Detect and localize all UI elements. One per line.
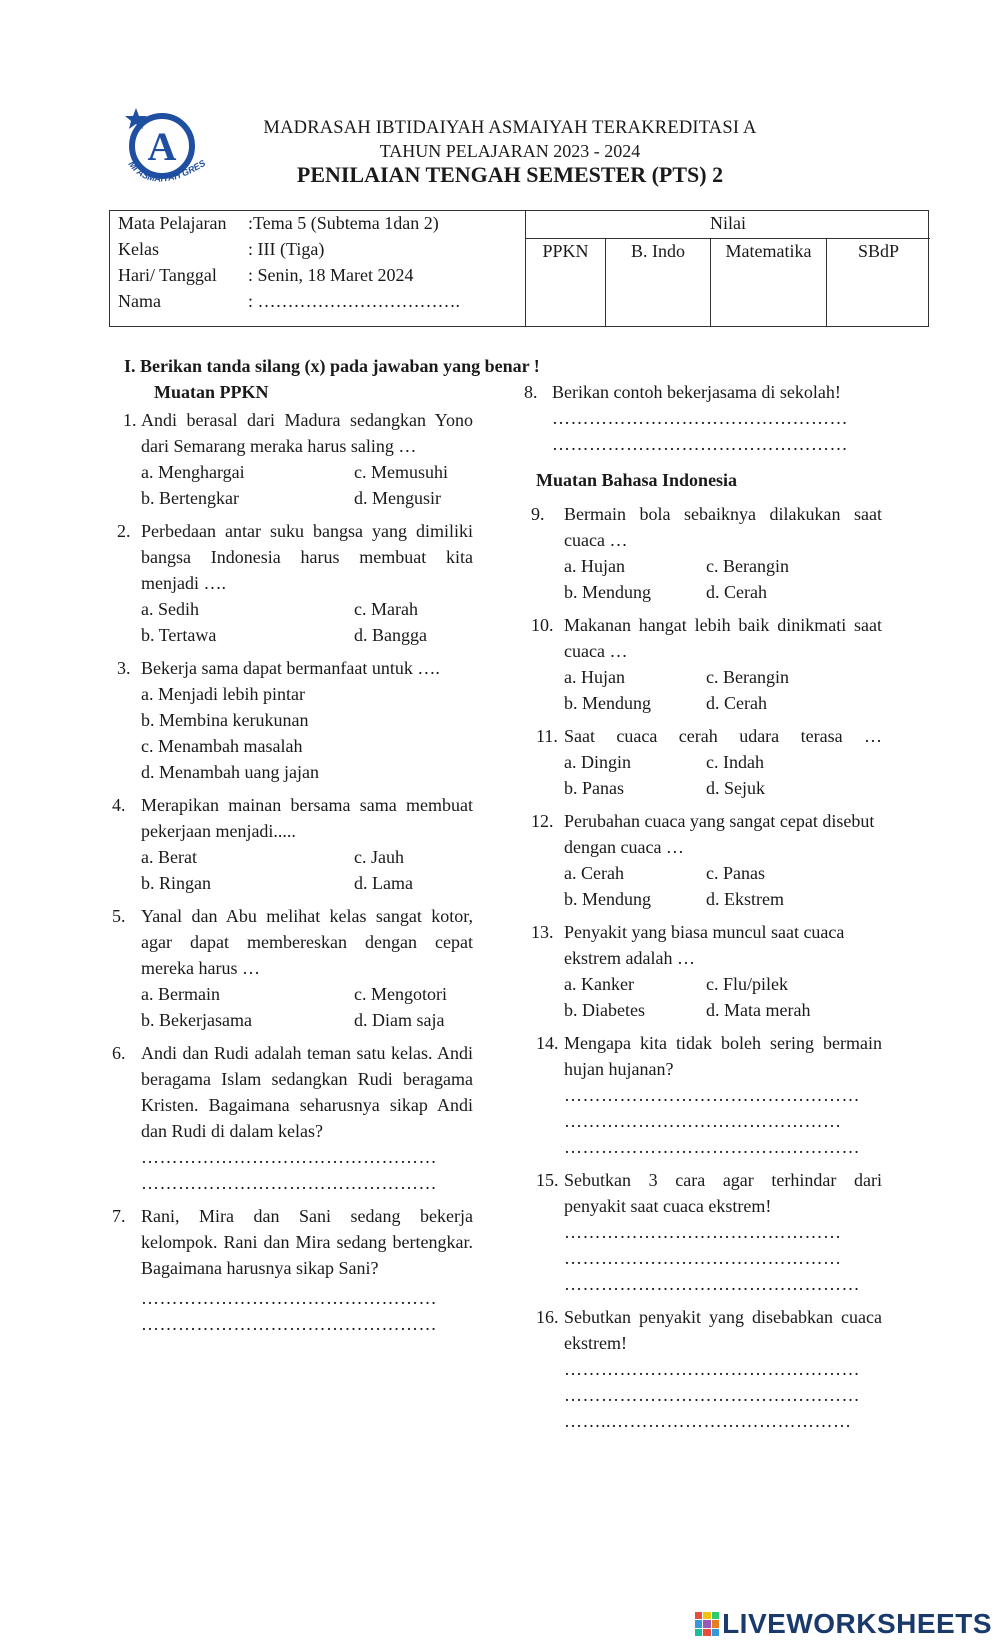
- q1-option-d[interactable]: d. Mengusir: [354, 488, 441, 508]
- q2-option-a[interactable]: a. Sedih: [141, 599, 199, 619]
- exam-title: PENILAIAN TENGAH SEMESTER (PTS) 2: [296, 162, 724, 187]
- question-4: [109, 792, 473, 896]
- q12-text: Perubahan cuaca yang sangat cepat disebut dengan cuaca …: [564, 811, 875, 857]
- class-label: Kelas: [118, 239, 159, 259]
- q12-option-d[interactable]: d. Ekstrem: [706, 889, 784, 909]
- student-info-box: [109, 210, 929, 327]
- q1-number: 1.: [123, 410, 137, 430]
- q4-option-c[interactable]: c. Jauh: [354, 847, 404, 867]
- q3-option-d[interactable]: d. Menambah uang jajan: [141, 762, 319, 782]
- q8-text: Berikan contoh bekerjasama di sekolah!: [552, 382, 841, 402]
- q14-answer-line-2[interactable]: ………………………………………: [564, 1111, 842, 1131]
- question-11: [524, 723, 882, 801]
- q11-option-a[interactable]: a. Dingin: [564, 752, 631, 772]
- q10-text: Makanan hangat lebih baik dinikmati saat cuaca …: [564, 615, 882, 661]
- q1-option-b[interactable]: b. Bertengkar: [141, 488, 239, 508]
- q6-answer-line-2[interactable]: …………………………………………: [141, 1173, 437, 1193]
- q4-option-d[interactable]: d. Lama: [354, 873, 413, 893]
- q3-option-c[interactable]: c. Menambah masalah: [141, 736, 303, 756]
- question-2: [109, 518, 473, 648]
- q11-option-d[interactable]: d. Sejuk: [706, 778, 766, 798]
- q13-option-d[interactable]: d. Mata merah: [706, 1000, 811, 1020]
- q14-text: Mengapa kita tidak boleh sering bermain hujan hujanan?: [564, 1033, 882, 1079]
- q7-answer-line-1[interactable]: …………………………………………: [141, 1288, 437, 1308]
- question-9: [524, 501, 882, 605]
- q16-text: Sebutkan penyakit yang disebabkan cuaca ekstrem!: [564, 1307, 882, 1353]
- q15-text: Sebutkan 3 cara agar terhindar dari penyakit saat cuaca ekstrem!: [564, 1170, 882, 1216]
- q2-number: 2.: [117, 521, 131, 541]
- q4-text: Merapikan mainan bersama sama membuat pekerjaan menjadi.....: [141, 795, 473, 841]
- q9-option-d[interactable]: d. Cerah: [706, 582, 767, 602]
- q3-option-b[interactable]: b. Membina kerukunan: [141, 710, 309, 730]
- question-10: [524, 612, 882, 716]
- q7-answer-line-2[interactable]: …………………………………………: [141, 1314, 437, 1334]
- q10-option-d[interactable]: d. Cerah: [706, 693, 767, 713]
- q13-option-c[interactable]: c. Flu/pilek: [706, 974, 788, 994]
- q11-option-c[interactable]: c. Indah: [706, 752, 764, 772]
- q4-option-b[interactable]: b. Ringan: [141, 873, 211, 893]
- question-5: [109, 903, 473, 1033]
- q8-answer-line-2[interactable]: …………………………………………: [552, 434, 848, 454]
- q5-text: Yanal dan Abu melihat kelas sangat kotor, agar dapat membereskan dengan cepat mereka harus …: [141, 906, 473, 978]
- q16-answer-line-2[interactable]: …………………………………………: [564, 1385, 860, 1405]
- q12-option-b[interactable]: b. Mendung: [564, 889, 651, 909]
- q3-option-a[interactable]: a. Menjadi lebih pintar: [141, 684, 305, 704]
- question-3: [109, 655, 473, 785]
- score-bindo[interactable]: B. Indo: [606, 239, 711, 327]
- q15-answer-line-3[interactable]: …………………………………………: [564, 1274, 860, 1294]
- q2-option-b[interactable]: b. Tertawa: [141, 625, 217, 645]
- liveworksheets-watermark[interactable]: [695, 1608, 992, 1640]
- q9-option-a[interactable]: a. Hujan: [564, 556, 625, 576]
- q10-option-c[interactable]: c. Berangin: [706, 667, 789, 687]
- q5-option-b[interactable]: b. Bekerjasama: [141, 1010, 252, 1030]
- subject-value: :Tema 5 (Subtema 1dan 2): [248, 213, 439, 233]
- q5-option-a[interactable]: a. Bermain: [141, 984, 220, 1004]
- q1-text: Andi berasal dari Madura sedangkan Yono dari Semarang meraka harus saling …: [141, 410, 473, 456]
- logo-letter: A: [147, 124, 177, 169]
- q11-number: 11.: [536, 726, 558, 746]
- q9-number: 9.: [531, 504, 545, 524]
- q2-option-c[interactable]: c. Marah: [354, 599, 418, 619]
- liveworksheets-text: LIVEWORKSHEETS: [722, 1608, 992, 1639]
- name-value[interactable]: : …………………………….: [248, 291, 461, 311]
- liveworksheets-logo-icon: [695, 1612, 719, 1636]
- q16-answer-line-1[interactable]: …………………………………………: [564, 1359, 860, 1379]
- q5-option-d[interactable]: d. Diam saja: [354, 1010, 445, 1030]
- q15-answer-line-2[interactable]: ………………………………………: [564, 1248, 842, 1268]
- question-13: [524, 919, 882, 1023]
- q15-answer-line-1[interactable]: ………………………………………: [564, 1222, 842, 1242]
- logo-ring-text: MI ASMAIYAH GRES: [126, 157, 208, 184]
- right-column: [524, 379, 882, 1441]
- q10-option-a[interactable]: a. Hujan: [564, 667, 625, 687]
- question-16: [524, 1304, 882, 1434]
- q3-text: Bekerja sama dapat bermanfaat untuk ….: [141, 658, 440, 678]
- question-7: [109, 1203, 473, 1337]
- q1-option-a[interactable]: a. Menghargai: [141, 462, 245, 482]
- q15-number: 15.: [536, 1170, 559, 1190]
- section-bindo: Muatan Bahasa Indonesia: [536, 470, 738, 490]
- instruction: I. Berikan tanda silang (x) pada jawaban yang benar !: [124, 356, 540, 376]
- date-value: : Senin, 18 Maret 2024: [248, 265, 414, 285]
- school-logo: [122, 106, 222, 194]
- section-ppkn: Muatan PPKN: [154, 382, 269, 402]
- q16-answer-line-3[interactable]: ……..…………………………………: [564, 1411, 852, 1431]
- q9-option-b[interactable]: b. Mendung: [564, 582, 651, 602]
- score-sbdp[interactable]: SBdP: [857, 241, 900, 261]
- q13-text: Penyakit yang biasa muncul saat cuaca ekstrem adalah …: [564, 922, 845, 968]
- q4-option-a[interactable]: a. Berat: [141, 847, 197, 867]
- q9-text: Bermain bola sebaiknya dilakukan saat cuaca …: [564, 504, 882, 550]
- subject-label: Mata Pelajaran: [118, 213, 227, 233]
- q13-number: 13.: [531, 922, 554, 942]
- q2-option-d[interactable]: d. Bangga: [354, 625, 427, 645]
- question-1: [109, 407, 473, 511]
- q12-option-c[interactable]: c. Panas: [706, 863, 765, 883]
- q12-option-a[interactable]: a. Cerah: [564, 863, 624, 883]
- q13-option-b[interactable]: b. Diabetes: [564, 1000, 645, 1020]
- q5-number: 5.: [112, 906, 126, 926]
- question-15: [524, 1167, 882, 1297]
- q7-number: 7.: [112, 1206, 126, 1226]
- q6-answer-line-1[interactable]: …………………………………………: [141, 1147, 437, 1167]
- nilai-title: Nilai: [526, 211, 930, 239]
- q1-option-c[interactable]: c. Memusuhi: [354, 462, 448, 482]
- class-value: : III (Tiga): [248, 239, 325, 259]
- q14-number: 14.: [536, 1033, 559, 1053]
- q11-option-b[interactable]: b. Panas: [564, 778, 624, 798]
- q12-number: 12.: [531, 811, 554, 831]
- score-ppkn[interactable]: PPKN: [526, 239, 606, 327]
- score-matematika[interactable]: Matematika: [711, 239, 827, 327]
- name-label: Nama: [118, 291, 161, 311]
- q3-number: 3.: [117, 658, 131, 678]
- q10-number: 10.: [531, 615, 554, 635]
- student-info-fields: [110, 211, 526, 326]
- school-name: MADRASAH IBTIDAIYAH ASMAIYAH TERAKREDITASI A: [263, 118, 757, 138]
- q9-option-c[interactable]: c. Berangin: [706, 556, 789, 576]
- q10-option-b[interactable]: b. Mendung: [564, 693, 651, 713]
- q13-option-a[interactable]: a. Kanker: [564, 974, 634, 994]
- q8-number: 8.: [524, 382, 538, 402]
- left-column: [109, 379, 473, 1344]
- question-12: [524, 808, 882, 912]
- question-14: [524, 1030, 882, 1160]
- q11-text: Saat cuaca cerah udara terasa …: [564, 726, 882, 746]
- q16-number: 16.: [536, 1307, 559, 1327]
- question-6: [109, 1040, 473, 1196]
- q14-answer-line-3[interactable]: …………………………………………: [564, 1137, 860, 1157]
- q4-number: 4.: [112, 795, 126, 815]
- q2-text: Perbedaan antar suku bangsa yang dimiliki bangsa Indonesia harus membuat kita menjadi ….: [141, 521, 473, 593]
- q14-answer-line-1[interactable]: …………………………………………: [564, 1085, 860, 1105]
- q5-option-c[interactable]: c. Mengotori: [354, 984, 447, 1004]
- q7-text: Rani, Mira dan Sani sedang bekerja kelompok. Rani dan Mira sedang bertengkar. Bagaimana harusnya sikap Sani?: [141, 1206, 473, 1278]
- q6-text: Andi dan Rudi adalah teman satu kelas. Andi beragama Islam sedangkan Rudi beragama Kristen. Bagaimana seharusnya sikap Andi dan Rudi di dalam kelas?: [141, 1043, 473, 1141]
- question-8: [524, 379, 882, 457]
- q6-number: 6.: [112, 1043, 126, 1063]
- date-label: Hari/ Tanggal: [118, 265, 217, 285]
- q8-answer-line-1[interactable]: …………………………………………: [552, 408, 848, 428]
- school-year: TAHUN PELAJARAN 2023 - 2024: [379, 141, 641, 161]
